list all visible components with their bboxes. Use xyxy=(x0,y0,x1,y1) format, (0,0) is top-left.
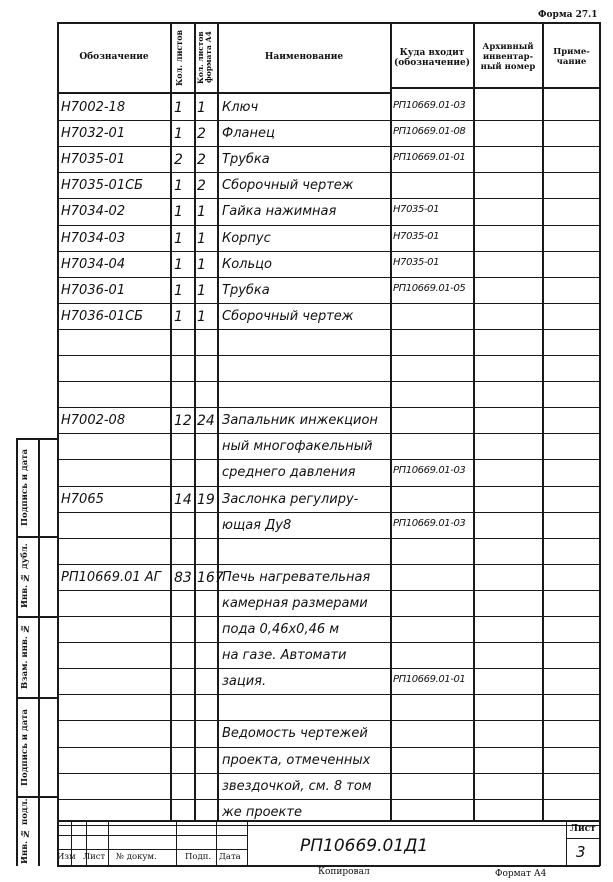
row-designation: Н7032-01 xyxy=(61,126,126,141)
header-note: Приме-чание xyxy=(553,47,590,67)
row-designation: Н7035-01 xyxy=(61,152,126,167)
row-sheets-a4: 1 xyxy=(197,100,206,116)
row-divider xyxy=(57,172,600,173)
row-designation: Н7036-01СБ xyxy=(61,309,144,324)
row-designation: Н7034-02 xyxy=(61,204,126,219)
row-sheets-count: 1 xyxy=(174,231,183,247)
side-label-inv-orig: Инв. № подл. xyxy=(20,798,30,864)
row-sheets-a4: 1 xyxy=(197,283,206,299)
row-divider xyxy=(57,538,600,539)
row-name: же проекте xyxy=(222,805,302,820)
row-sheets-count: 1 xyxy=(174,283,183,299)
row-name: Трубка xyxy=(222,283,270,298)
row-designation: Н7034-03 xyxy=(61,231,126,246)
row-divider xyxy=(57,251,600,252)
row-name: Гайка нажимная xyxy=(222,204,337,219)
stamp-sheet-number: 3 xyxy=(576,843,586,861)
header-sheets-count: Кол. листов xyxy=(174,29,184,86)
row-where-used: РП10669.01-03 xyxy=(393,465,466,476)
row-designation: Н7065 xyxy=(61,492,104,507)
row-divider xyxy=(57,694,600,695)
row-divider xyxy=(57,198,600,199)
row-sheets-count: 1 xyxy=(174,126,183,142)
row-where-used: Н7035-01 xyxy=(393,257,440,268)
side-label-inv-dup: Инв. № дубл. xyxy=(20,543,30,609)
row-designation: Н7002-18 xyxy=(61,100,126,115)
header-name: Наименование xyxy=(264,52,344,63)
row-sheets-count: 1 xyxy=(174,204,183,220)
row-sheets-a4: 2 xyxy=(197,126,206,142)
row-divider xyxy=(57,303,600,304)
row-name: Печь нагревательная xyxy=(222,570,371,585)
row-divider xyxy=(57,355,600,356)
stamp-col-sign: Подп. xyxy=(185,852,212,862)
row-sheets-count: 1 xyxy=(174,178,183,194)
row-sheets-a4: 1 xyxy=(197,231,206,247)
row-divider xyxy=(57,799,600,800)
row-where-used: РП10669.01-01 xyxy=(393,674,466,685)
row-name: ный многофакельный xyxy=(222,439,373,454)
row-divider xyxy=(57,329,600,330)
row-name: ющая Ду8 xyxy=(222,518,292,533)
header-archive: Архивный инвентар-ный номер xyxy=(480,42,536,72)
row-name: Кольцо xyxy=(222,257,272,272)
row-where-used: РП10669.01-03 xyxy=(393,100,466,111)
stamp-col-doc: № докум. xyxy=(116,852,157,862)
row-where-used: РП10669.01-05 xyxy=(393,283,466,294)
stamp-col-list: Лист xyxy=(83,852,106,862)
row-sheets-a4: 2 xyxy=(197,178,206,194)
row-name: пода 0,46х0,46 м xyxy=(222,622,340,637)
row-sheets-a4: 24 xyxy=(197,413,215,429)
row-sheets-count: 14 xyxy=(174,492,192,508)
row-designation: Н7035-01СБ xyxy=(61,178,144,193)
row-divider xyxy=(57,433,600,434)
row-sheets-a4: 1 xyxy=(197,309,206,325)
row-designation: Н7002-08 xyxy=(61,413,126,428)
row-divider xyxy=(57,642,600,643)
stamp-col-date: Дата xyxy=(219,852,241,862)
row-divider xyxy=(57,747,600,748)
row-sheets-a4: 1 xyxy=(197,257,206,273)
row-name: Заслонка регулиру- xyxy=(222,492,359,507)
row-divider xyxy=(57,120,600,121)
row-designation: РП10669.01 АГ xyxy=(61,570,161,585)
row-divider xyxy=(57,146,600,147)
row-name: Сборочный чертеж xyxy=(222,309,354,324)
row-divider xyxy=(57,590,600,591)
header-sheets-a4: Кол. листов формата А4 xyxy=(196,31,213,84)
header-designation: Обозначение xyxy=(79,52,149,63)
row-name: камерная размерами xyxy=(222,596,368,611)
row-where-used: РП10669.01-03 xyxy=(393,518,466,529)
row-name: Сборочный чертеж xyxy=(222,178,354,193)
row-divider xyxy=(57,407,600,408)
row-divider xyxy=(57,773,600,774)
row-sheets-a4: 1 xyxy=(197,204,206,220)
row-name: Запальник инжекцион xyxy=(222,413,378,428)
row-sheets-a4: 167 xyxy=(197,570,224,586)
stamp-document-code: РП10669.01Д1 xyxy=(300,836,429,856)
row-name: проекта, отмеченных xyxy=(222,753,371,768)
row-sheets-count: 12 xyxy=(174,413,192,429)
row-divider xyxy=(57,277,600,278)
row-divider xyxy=(57,225,600,226)
row-sheets-count: 1 xyxy=(174,257,183,273)
row-sheets-count: 1 xyxy=(174,309,183,325)
form-label: Форма 27.1 xyxy=(538,10,598,20)
row-divider xyxy=(57,616,600,617)
footer-copied: Копировал xyxy=(318,867,370,877)
row-sheets-a4: 19 xyxy=(197,492,215,508)
stamp-col-izm: Изм xyxy=(57,852,76,862)
row-name: Ключ xyxy=(222,100,259,115)
row-name: зация. xyxy=(222,674,267,689)
row-where-used: Н7035-01 xyxy=(393,204,440,215)
row-name: Трубка xyxy=(222,152,270,167)
row-divider xyxy=(57,825,600,826)
row-designation: Н7036-01 xyxy=(61,283,126,298)
row-designation: Н7034-04 xyxy=(61,257,126,272)
row-sheets-count: 2 xyxy=(174,152,183,168)
row-where-used: РП10669.01-01 xyxy=(393,152,466,163)
row-where-used: РП10669.01-08 xyxy=(393,126,466,137)
footer-format: Формат А4 xyxy=(495,869,547,879)
row-name: Корпус xyxy=(222,231,271,246)
row-divider xyxy=(57,381,600,382)
row-sheets-count: 83 xyxy=(174,570,192,586)
row-where-used: Н7035-01 xyxy=(393,231,440,242)
row-name: Фланец xyxy=(222,126,275,141)
header-where-used: Куда входит (обозначение) xyxy=(394,47,470,68)
row-divider xyxy=(57,512,600,513)
row-divider xyxy=(57,459,600,460)
row-name: среднего давления xyxy=(222,465,356,480)
row-sheets-a4: 2 xyxy=(197,152,206,168)
row-divider xyxy=(57,564,600,565)
row-divider xyxy=(57,668,600,669)
row-sheets-count: 1 xyxy=(174,100,183,116)
row-name: на газе. Автомати xyxy=(222,648,347,663)
row-name: Ведомость чертежей xyxy=(222,726,368,741)
row-name: звездочкой, см. 8 том xyxy=(222,779,372,794)
row-divider xyxy=(57,720,600,721)
side-label-sign-date-2: Подпись и дата xyxy=(20,708,30,786)
row-divider xyxy=(57,486,600,487)
side-label-sign-date-1: Подпись и дата xyxy=(20,449,30,527)
side-label-replace-inv: Взам. инв. № xyxy=(20,623,30,689)
stamp-sheet-label: Лист xyxy=(570,824,596,834)
